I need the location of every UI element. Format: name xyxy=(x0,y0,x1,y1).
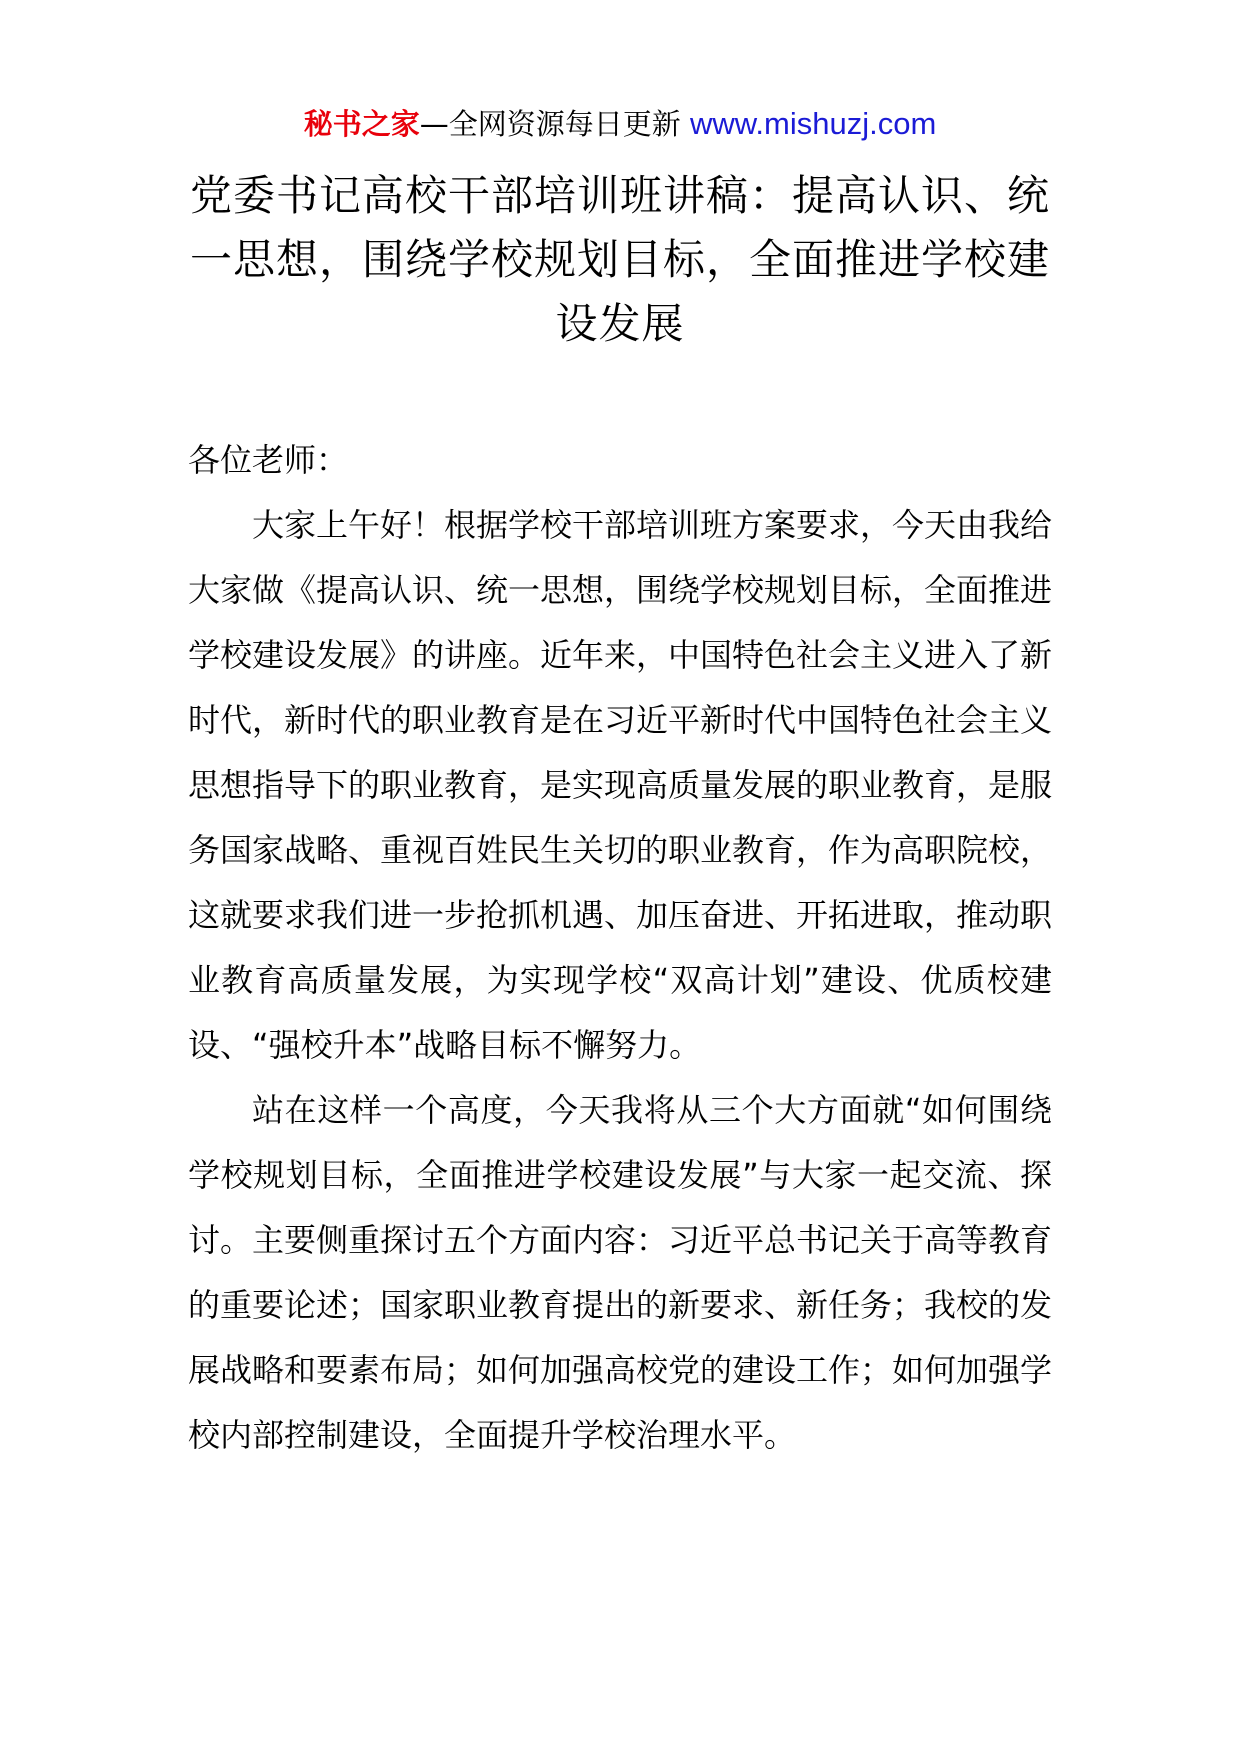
document-body xyxy=(188,428,1052,1468)
salutation: 各位老师： xyxy=(188,441,349,479)
paragraph-1: 大家上午好！根据学校干部培训班方案要求，今天由我给大家做《提高认识、统一思想，围绕学校规划目标，全面推进学校建设发展》的讲座。近年来，中国特色社会主义进入了新时代，新时代的职业教育是在习近平新时代中国特色社会主义思想指导下的职业教育，是实现高质量发展的职业教育，是服务国家战略、重视百姓民生关切的职业教育，作为高职院校，这就要求我们进一步抢抓机遇、加压奋进、开拓进取，推动职业教育高质量发展，为实现学校“双高计划”建设、优质校建设、“强校升本”战略目标不懈努力。 xyxy=(188,506,1053,1064)
header-tagline: —全网资源每日更新 xyxy=(419,107,681,141)
paragraph-2: 站在这样一个高度，今天我将从三个大方面就“如何围绕学校规划目标，全面推进学校建设发展”与大家一起交流、探讨。主要侧重探讨五个方面内容：习近平总书记关于高等教育的重要论述；国家职业教育提出的新要求、新任务；我校的发展战略和要素布局；如何加强高校党的建设工作；如何加强学校内部控制建设，全面提升学校治理水平。 xyxy=(188,1091,1053,1454)
site-url-link[interactable]: www.mishuzj.com xyxy=(689,106,937,141)
brand-name: 秘书之家 xyxy=(303,107,420,141)
site-header xyxy=(0,104,1240,144)
document-title: 党委书记高校干部培训班讲稿：提高认识、统一思想，围绕学校规划目标，全面推进学校建设发展 xyxy=(189,171,1050,348)
